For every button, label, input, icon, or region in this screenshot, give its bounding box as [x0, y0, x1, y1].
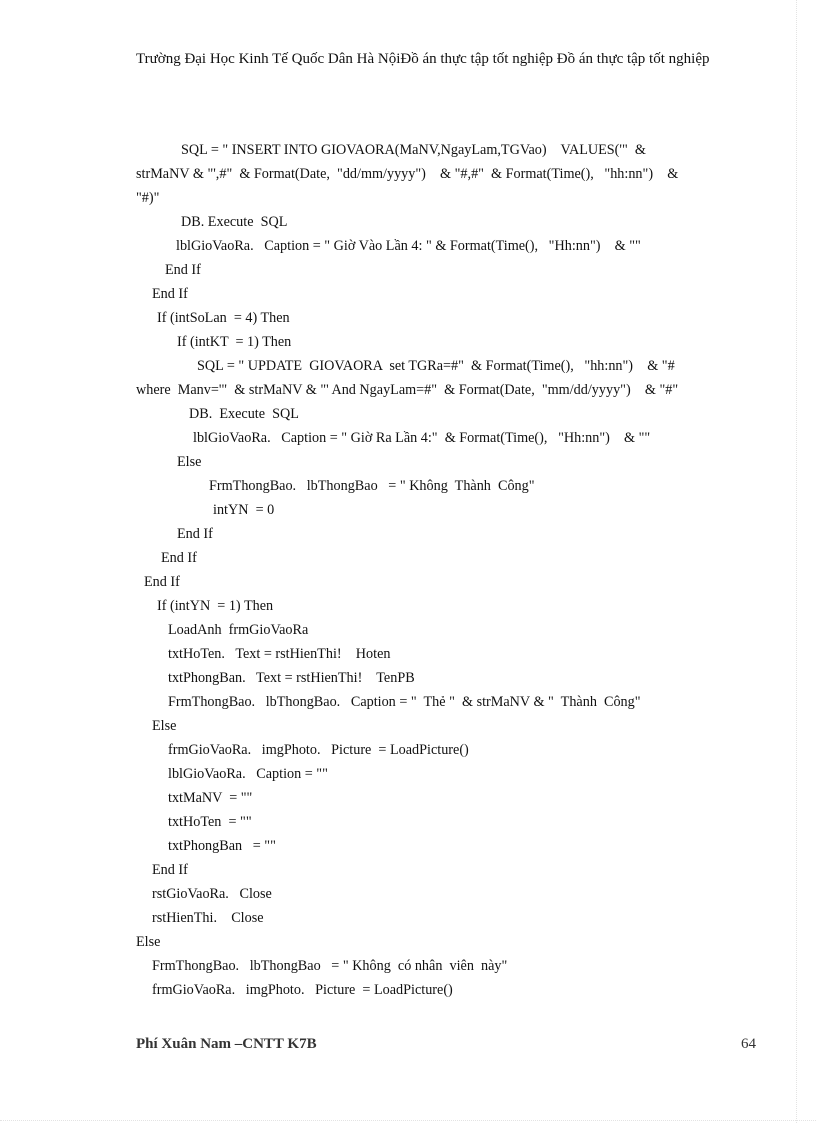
code-line: DB. Execute SQL	[189, 406, 299, 422]
code-line: End If	[177, 526, 213, 542]
code-line: If (intYN = 1) Then	[157, 598, 274, 614]
code-line: End If	[161, 550, 197, 566]
code-line: End If	[152, 286, 188, 302]
code-line: "#)"	[136, 190, 160, 206]
code-line: FrmThongBao. lbThongBao = " Không Thành Công"	[209, 478, 535, 494]
code-line: FrmThongBao. lbThongBao = " Không có nhân viên này"	[152, 958, 508, 974]
code-line: txtPhongBan. Text = rstHienThi! TenPB	[168, 670, 415, 686]
code-line: txtHoTen = ""	[168, 814, 252, 830]
page-header: Trường Đại Học Kinh Tế Quốc Dân Hà NộiĐồ án thực tập tốt nghiệp Đồ án thực tập tốt nghiệp	[136, 51, 710, 67]
code-line: strMaNV & "',#" & Format(Date, "dd/mm/yyyy") & "#,#" & Format(Time(), "hh:nn") &	[136, 166, 679, 182]
page-bottom-divider	[0, 1120, 816, 1121]
code-line: rstGioVaoRa. Close	[152, 886, 272, 902]
code-line: Else	[177, 454, 202, 470]
code-line: If (intSoLan = 4) Then	[157, 310, 290, 326]
code-line: frmGioVaoRa. imgPhoto. Picture = LoadPicture()	[152, 982, 453, 998]
code-line: LoadAnh frmGioVaoRa	[168, 622, 309, 638]
code-line: intYN = 0	[213, 502, 275, 518]
page-number: 64	[741, 1036, 756, 1052]
code-line: End If	[152, 862, 188, 878]
code-line: rstHienThi. Close	[152, 910, 264, 926]
code-line: DB. Execute SQL	[181, 214, 288, 230]
code-line: End If	[144, 574, 180, 590]
footer-author: Phí Xuân Nam –CNTT K7B	[136, 1036, 317, 1052]
page-edge-divider	[796, 0, 797, 1123]
code-line: where Manv='" & strMaNV & "' And NgayLam=#" & Format(Date, "mm/dd/yyyy") & "#"	[136, 382, 679, 398]
code-line: txtPhongBan = ""	[168, 838, 276, 854]
code-line: SQL = " UPDATE GIOVAORA set TGRa=#" & Format(Time(), "hh:nn") & "#	[197, 358, 675, 374]
code-line: lblGioVaoRa. Caption = " Giờ Ra Lần 4:" & Format(Time(), "Hh:nn") & ""	[193, 430, 651, 446]
code-line: End If	[165, 262, 201, 278]
code-line: Else	[136, 934, 161, 950]
code-line: lblGioVaoRa. Caption = " Giờ Vào Lần 4: " & Format(Time(), "Hh:nn") & ""	[176, 238, 641, 254]
code-line: frmGioVaoRa. imgPhoto. Picture = LoadPicture()	[168, 742, 469, 758]
code-line: txtMaNV = ""	[168, 790, 253, 806]
code-line: Else	[152, 718, 177, 734]
code-line: FrmThongBao. lbThongBao. Caption = " Thẻ " & strMaNV & " Thành Công"	[168, 694, 641, 710]
code-line: If (intKT = 1) Then	[177, 334, 292, 350]
code-line: SQL = " INSERT INTO GIOVAORA(MaNV,NgayLam,TGVao) VALUES('" &	[181, 142, 646, 158]
code-line: txtHoTen. Text = rstHienThi! Hoten	[168, 646, 391, 662]
code-line: lblGioVaoRa. Caption = ""	[168, 766, 328, 782]
